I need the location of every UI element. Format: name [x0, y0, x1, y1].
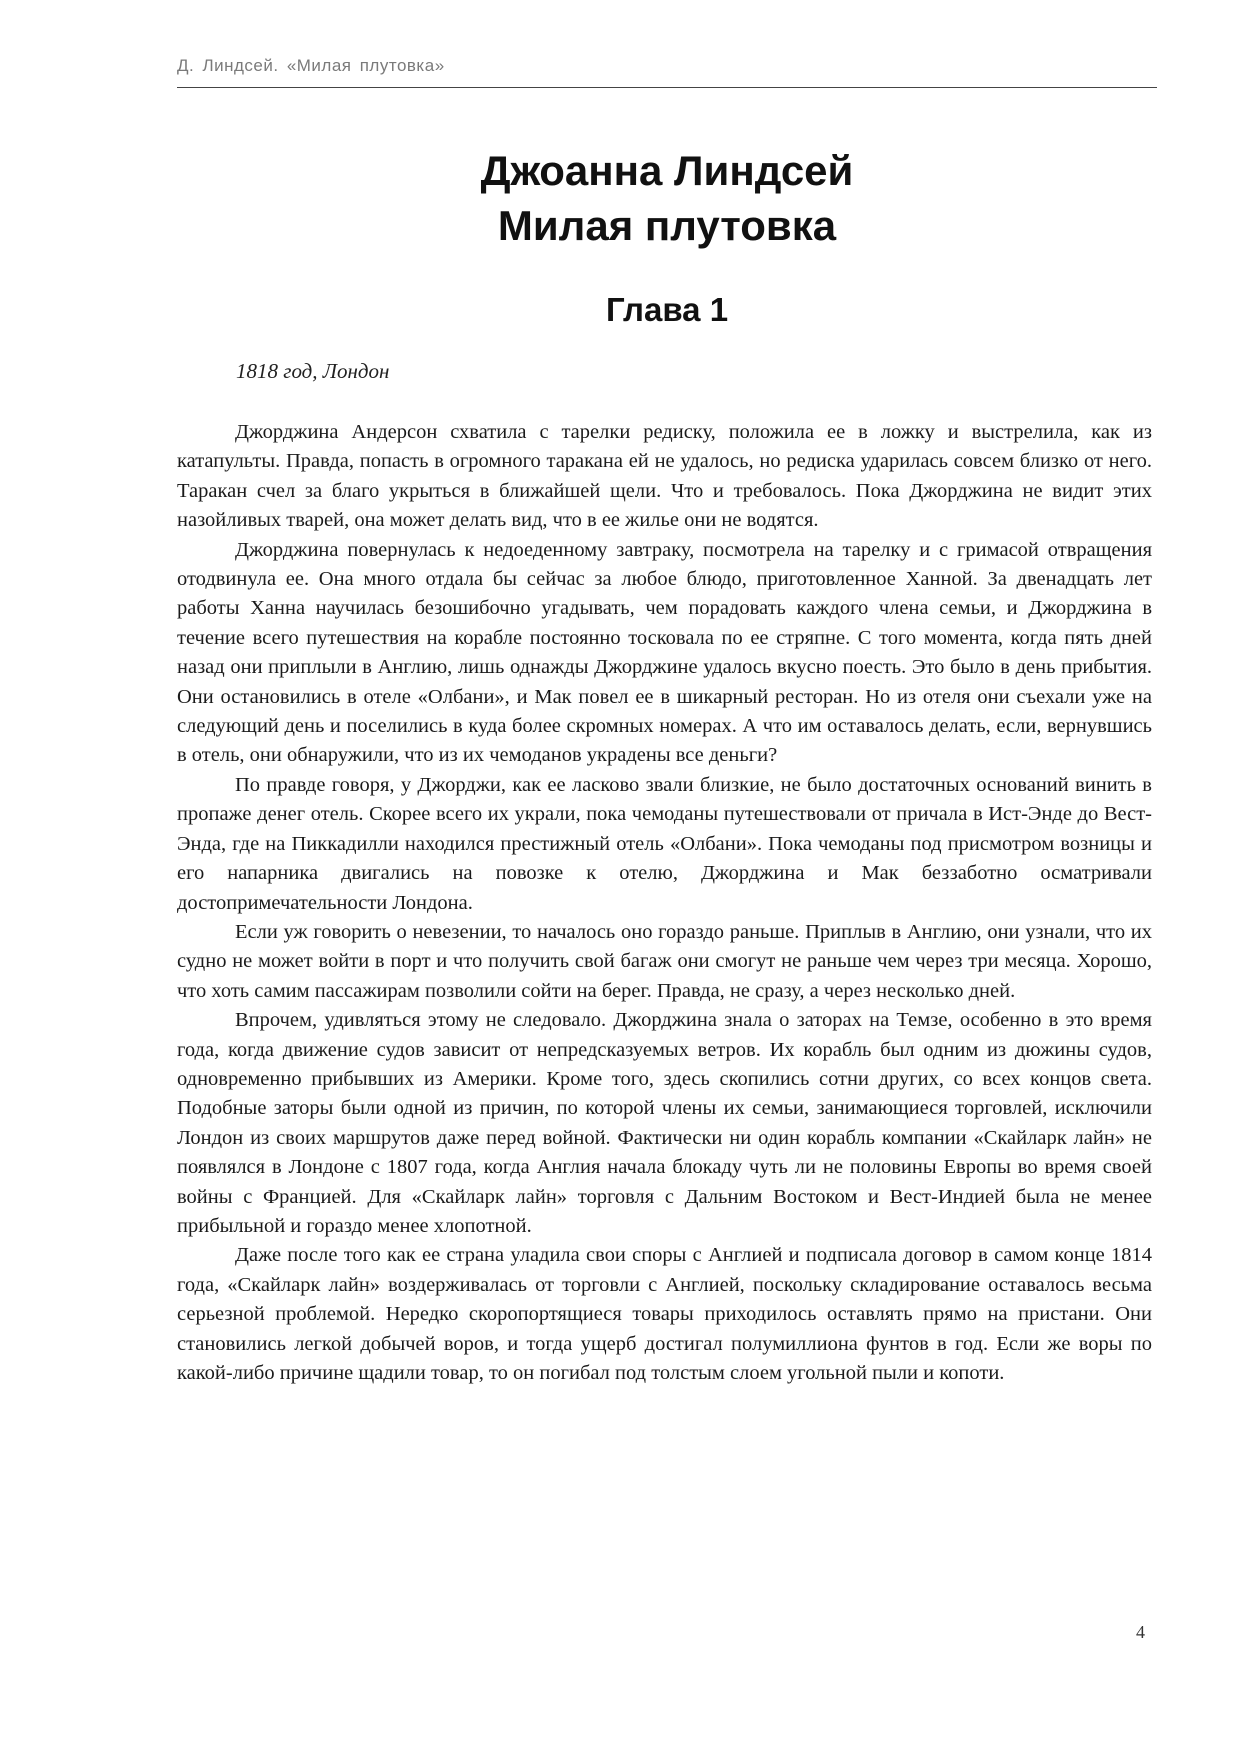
paragraph: Джорджина Андерсон схватила с тарелки редиску, положила ее в ложку и выстрелила, как из катапульты. Правда, попасть в огромного таракана ей не удалось, но редиска ударилась совсем близко от него. Таракан счел за благо укрыться в ближайшей щели. Что и требовалось. Пока Джорджина не видит этих назойливых тварей, она может делать вид, что в ее жилье они не водятся. — [177, 421, 1152, 532]
paragraph: Джорджина повернулась к недоеденному завтраку, посмотрела на тарелку и с гримасой отвращения отодвинула ее. Она много отдала бы сейчас за любое блюдо, приготовленное Ханной. За двенадцать лет работы Ханна научилась безошибочно угадывать, чем порадовать каждого члена семьи, и Джорджина в течение всего путешествия на корабле постоянно тосковала по ее стряпне. С того момента, когда пять дней назад они приплыли в Англию, лишь однажды Джорджине удалось вкусно поесть. Это было в день прибытия. Они остановились в отеле «Олбани», и Мак повел ее в шикарный ресторан. Но из отеля они съехали уже на следующий день и поселились в куда более скромных номерах. А что им оставалось делать, если, вернувшись в отель, они обнаружили, что из их чемоданов украдены все деньги? — [177, 538, 1152, 767]
header-rule — [177, 87, 1157, 88]
paragraph: Даже после того как ее страна уладила свои споры с Англией и подписала договор в самом конце 1814 года, «Скайларк лайн» воздерживалась от торговли с Англией, поскольку складирование оставалось весьма серьезной проблемой. Нередко скоропортящиеся товары приходилось оставлять прямо на пристани. Они становились легкой добычей воров, и тогда ущерб достигал полумиллиона фунтов в год. Если же воры по какой-либо причине щадили товар, то он погибал под толстым слоем угольной пыли и копоти. — [177, 1244, 1152, 1384]
book-name: Милая плутовка — [497, 202, 837, 249]
paragraph: По правде говоря, у Джорджи, как ее ласково звали близкие, не было достаточных оснований винить в пропаже денег отель. Скорее всего их украли, пока чемоданы путешествовали от причала в Ист-Энде до Вест-Энда, где на Пиккадилли находился престижный отель «Олбани». Пока чемоданы под присмотром возницы и его напарника двигались на повозке к отелю, Джорджина и Мак беззаботно осматривали достопримечательности Лондона. — [177, 773, 1152, 914]
chapter-heading: Глава 1 — [605, 291, 729, 328]
paragraph: Впрочем, удивляться этому не следовало. Джорджина знала о заторах на Темзе, особенно в это время года, когда движение судов зависит от непредсказуемых ветров. Их корабль был одним из дюжины судов, одновременно прибывших из Америки. Кроме того, здесь скопились сотни других, со всех концов света. Подобные заторы были одной из причин, по которой члены их семьи, занимающиеся торговлей, исключили Лондон из своих маршрутов даже перед войной. Фактически ни один корабль компании «Скайларк лайн» не появлялся в Лондоне с 1807 года, когда Англия начала блокаду чуть ли не половины Европы во время своей войны с Францией. Для «Скайларк лайн» торговля с Дальним Востоком и Вест-Индией была не менее прибыльной и гораздо менее хлопотной. — [177, 1009, 1152, 1237]
chapter-body — [177, 418, 1152, 1388]
page-number: 4 — [1136, 1622, 1145, 1642]
author-name: Джоанна Линдсей — [480, 147, 854, 194]
paragraph: Если уж говорить о невезении, то началось оно гораздо раньше. Приплыв в Англию, они узнали, что их судно не может войти в порт и что получить свой багаж они смогут не раньше чем через три месяца. Хорошо, что хоть самим пассажирам позволили сойти на берег. Правда, не сразу, а через несколько дней. — [177, 920, 1152, 1002]
book-title — [177, 143, 1157, 253]
running-header: Д. Линдсей. «Милая плутовка» — [177, 56, 445, 75]
chapter-epigraph: 1818 год, Лондон — [236, 359, 390, 383]
